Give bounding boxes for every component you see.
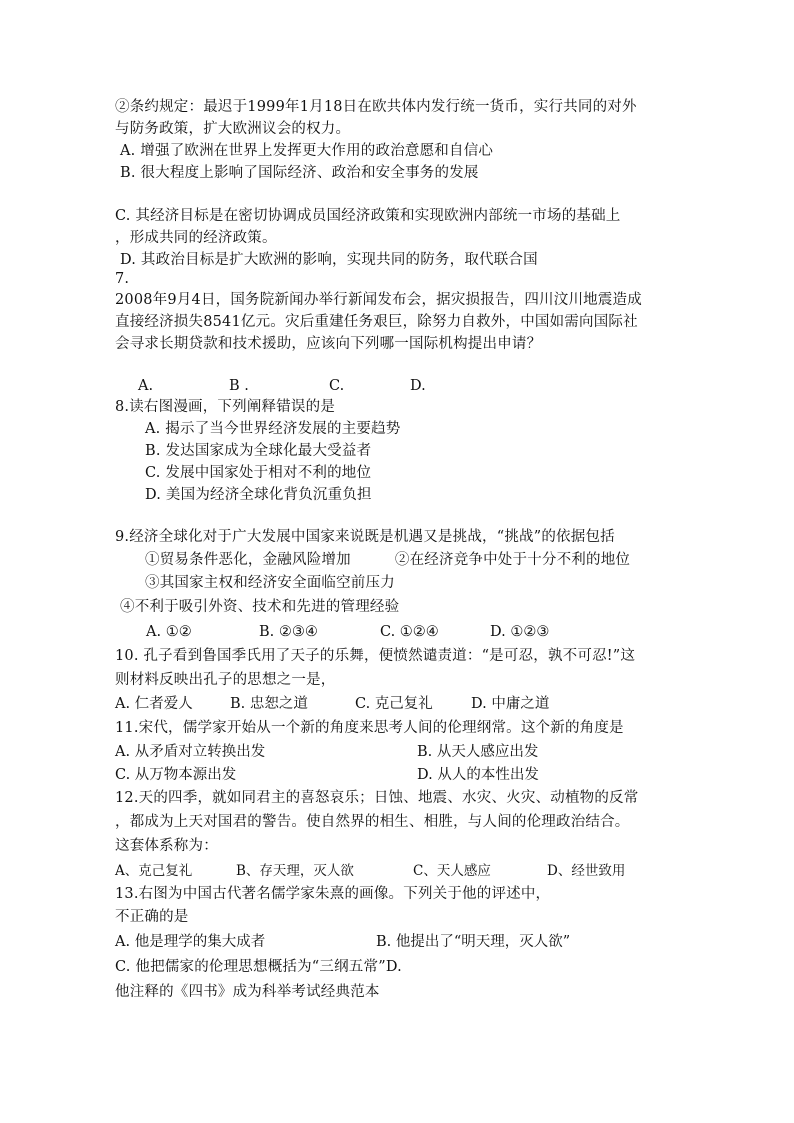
question-number: 7.: [115, 271, 130, 287]
q9-option-b: B. ②③④: [259, 624, 318, 640]
statement-1-2: ①贸易条件恶化，金融风险增加 ②在经济竞争中处于十分不利的地位: [145, 552, 631, 568]
option-c: C. 其经济目标是在密切协调成员国经济政策和实现欧洲内部统一市场的基础上: [115, 208, 621, 224]
q12-option-b: B、存天理，灭人欲: [236, 863, 354, 879]
text-line: 这套体系称为：: [115, 838, 218, 854]
option-c: C. 他把儒家的伦理思想概括为“三纲五常”D.: [115, 959, 402, 975]
q13-option-a: A. 他是理学的集大成者: [115, 934, 266, 950]
q7-option-d: D.: [410, 378, 426, 394]
option-a: A. 揭示了当今世界经济发展的主要趋势: [145, 421, 401, 437]
option-a: A. 增强了欧洲在世界上发挥更大作用的政治意愿和自信心: [120, 143, 494, 159]
statement-3: ③其国家主权和经济安全面临空前压力: [145, 575, 395, 591]
question-stem: 13.右图为中国古代著名儒学家朱熹的画像。下列关于他的评述中，: [115, 886, 551, 902]
option-d: 他注释的《四书》成为科举考试经典范本: [115, 984, 380, 1000]
text-line: 直接经济损失8541亿元。灾后重建任务艰巨，除努力自救外，中国如需向国际社: [115, 314, 638, 330]
q10-option-a: A. 仁者爱人: [115, 696, 193, 712]
q12-option-c: C、天人感应: [413, 863, 491, 879]
q9-option-d: D. ①②③: [490, 624, 550, 640]
text-line: 则材料反映出孔子的思想之一是，: [115, 672, 336, 688]
q12-option-a: A、克己复礼: [115, 863, 193, 879]
statement-4: ④不利于吸引外资、技术和先进的管理经验: [120, 599, 400, 615]
q11-option-a: A. 从矛盾对立转换出发: [115, 744, 266, 760]
q10-option-b: B. 忠恕之道: [230, 696, 308, 712]
question-stem: 8.读右图漫画，下列阐释错误的是: [115, 399, 336, 415]
text-line: 与防务政策，扩大欧洲议会的权力。: [115, 121, 351, 137]
text-line: 不正确的是: [115, 909, 189, 925]
q11-option-b: B. 从天人感应出发: [417, 744, 539, 760]
q7-option-c: C.: [329, 378, 345, 394]
q11-option-c: C. 从万物本源出发: [115, 767, 237, 783]
q9-option-c: C. ①②④: [380, 624, 439, 640]
option-d: D. 美国为经济全球化背负沉重负担: [145, 487, 372, 503]
text-line: ，形成共同的经济政策。: [115, 230, 277, 246]
question-stem: 11.宋代，儒学家开始从一个新的角度来思考人间的伦理纲常。这个新的角度是: [115, 720, 624, 736]
option-c: C. 发展中国家处于相对不利的地位: [145, 465, 372, 481]
question-stem: 12.天的四季，就如同君主的喜怒哀乐；日蚀、地震、水灾、火灾、动植物的反常: [115, 790, 639, 806]
option-b: B. 发达国家成为全球化最大受益者: [145, 443, 372, 459]
q11-option-d: D. 从人的本性出发: [417, 767, 539, 783]
q10-option-c: C. 克己复礼: [355, 696, 433, 712]
option-b: B. 很大程度上影响了国际经济、政治和安全事务的发展: [120, 165, 479, 181]
option-d: D. 其政治目标是扩大欧洲的影响，实现共同的防务，取代联合国: [120, 252, 538, 268]
text-line: ②条约规定：最迟于1999年1月18日在欧共体内发行统一货币，实行共同的对外: [115, 99, 637, 115]
q10-option-d: D. 中庸之道: [471, 696, 550, 712]
text-line: ，都成为上天对国君的警告。使自然界的相生、相胜，与人间的伦理政治结合。: [115, 814, 630, 830]
q9-option-a: A. ①②: [146, 624, 192, 640]
question-stem: 9.经济全球化对于广大发展中国家来说既是机遇又是挑战，“挑战”的依据包括: [115, 529, 615, 545]
text-line: 2008年9月4日，国务院新闻办举行新闻发布会，据灾损报告，四川汶川地震造成: [115, 292, 642, 308]
q13-option-b: B. 他提出了“明天理，灭人欲”: [376, 934, 571, 950]
text-line: 会寻求长期贷款和技术援助，应该向下列哪一国际机构提出申请？: [115, 336, 542, 352]
q7-option-a: A.: [138, 378, 154, 394]
q7-option-b: B .: [229, 378, 249, 394]
q12-option-d: D、经世致用: [547, 863, 626, 879]
question-stem: 10. 孔子看到鲁国季氏用了天子的乐舞，便愤然谴责道：“是可忍，孰不可忍!”这: [115, 648, 636, 664]
